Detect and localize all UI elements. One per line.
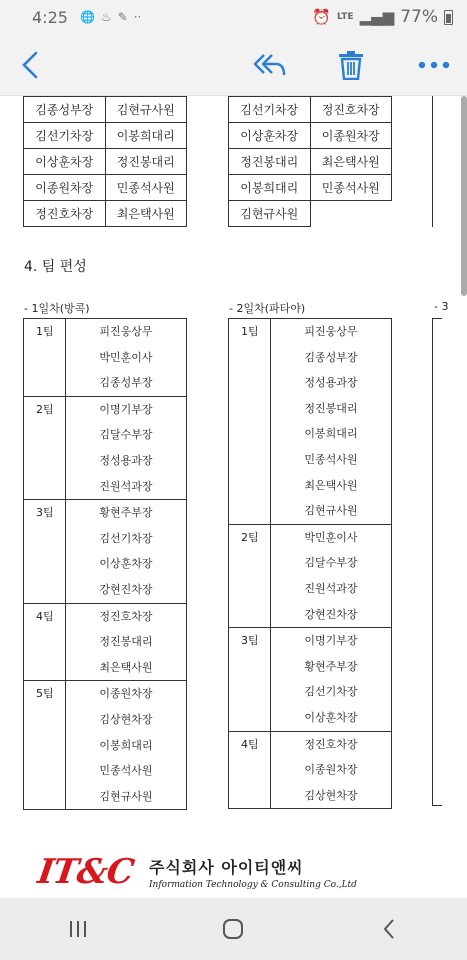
member: 정성용과장 xyxy=(304,376,358,390)
member: 최은택사원 xyxy=(304,478,358,492)
reply-all-button[interactable] xyxy=(252,48,288,82)
status-bar xyxy=(0,0,467,34)
signal-icon: ▂▄▆ xyxy=(359,8,395,26)
day3-team-table-partial xyxy=(432,318,442,806)
member: 정진봉대리 xyxy=(304,401,358,415)
member: 민종석사원 xyxy=(99,764,153,778)
day2-team-table xyxy=(228,318,392,809)
recent-apps-icon xyxy=(68,920,88,938)
table-cell: 민종석사원 xyxy=(105,175,187,201)
horizontal-scrollbar[interactable] xyxy=(461,96,467,296)
team-block xyxy=(24,499,186,602)
member: 박민훈이사 xyxy=(304,530,358,544)
system-back-button[interactable] xyxy=(359,909,419,949)
alarm-icon: ⏰ xyxy=(312,8,332,26)
member: 김상현차장 xyxy=(304,788,358,802)
member: 이봉희대리 xyxy=(99,738,153,752)
team-block xyxy=(229,627,391,730)
member: 정진호차장 xyxy=(304,737,358,751)
member: 피진웅상무 xyxy=(99,325,153,338)
team-name: 5팀 xyxy=(24,681,66,809)
table-cell: 정진봉대리 xyxy=(229,149,311,175)
team-name: 1팀 xyxy=(24,319,66,396)
member: 황현주부장 xyxy=(99,506,153,520)
top-table-right-partial xyxy=(432,96,442,227)
member: 황현주부장 xyxy=(304,659,358,673)
member: 정진봉대리 xyxy=(99,635,153,649)
table-cell: 이상훈차장 xyxy=(229,123,311,149)
company-logo xyxy=(35,852,357,892)
table-cell: 정진호차장 xyxy=(24,201,106,227)
member: 최은택사원 xyxy=(99,660,153,674)
more-icon xyxy=(418,60,450,70)
mail-toolbar xyxy=(0,34,467,96)
member: 김선기차장 xyxy=(99,531,153,545)
company-name-ko: 주식회사 아이티앤씨 xyxy=(148,857,304,877)
table-cell: 이상훈차장 xyxy=(24,149,106,175)
member: 김선기차장 xyxy=(304,685,358,699)
team-block xyxy=(229,524,391,627)
section-title: 4. 팀 편성 xyxy=(24,259,87,275)
member: 이명기부장 xyxy=(304,634,358,648)
notification-icon: ♨ xyxy=(100,10,112,24)
more-options-button[interactable] xyxy=(416,48,452,82)
chevron-left-icon xyxy=(382,918,396,940)
table-cell: 정진봉대리 xyxy=(105,149,187,175)
recent-apps-button[interactable] xyxy=(48,909,108,949)
member: 강현진차장 xyxy=(99,582,153,596)
member: 정성용과장 xyxy=(99,453,153,467)
team-block xyxy=(24,319,186,396)
back-button[interactable] xyxy=(12,48,48,82)
table-cell: 김선기차장 xyxy=(229,97,311,123)
chevron-left-icon xyxy=(20,50,40,80)
team-name: 3팀 xyxy=(24,500,66,602)
table-cell: 김선기차장 xyxy=(24,123,106,149)
battery-percent: 77% xyxy=(400,7,438,27)
member: 박민훈이사 xyxy=(99,350,153,364)
table-cell: 김종성부장 xyxy=(24,97,106,123)
delete-button[interactable] xyxy=(333,48,369,82)
battery-icon xyxy=(444,10,453,25)
table-cell: 이종원차장 xyxy=(310,123,392,149)
team-name: 4팀 xyxy=(24,604,66,681)
member: 김종성부장 xyxy=(304,350,358,364)
logo-mark: IT&C xyxy=(35,852,136,892)
day1-label: - 1일차(방콕) xyxy=(24,302,90,315)
day1-team-table xyxy=(23,318,187,810)
top-table-mid xyxy=(228,96,392,227)
team-block xyxy=(24,603,186,681)
team-name: 4팀 xyxy=(229,732,271,809)
member: 김상현차장 xyxy=(99,712,153,726)
team-name: 2팀 xyxy=(229,525,271,627)
table-cell: 김현규사원 xyxy=(229,201,311,227)
team-name: 3팀 xyxy=(229,628,271,730)
member: 이명기부장 xyxy=(99,402,153,416)
team-name: 1팀 xyxy=(229,319,271,524)
table-cell xyxy=(310,201,392,227)
team-block xyxy=(229,319,391,524)
member: 이종원차장 xyxy=(304,763,358,777)
trash-icon xyxy=(337,50,365,80)
globe-icon: 🌐 xyxy=(79,10,95,24)
table-cell: 정진호차장 xyxy=(310,97,392,123)
member: 진원석과장 xyxy=(304,581,358,595)
reply-all-icon xyxy=(252,51,288,79)
table-cell: 최은택사원 xyxy=(105,201,187,227)
team-block xyxy=(24,680,186,809)
table-cell: 이봉희대리 xyxy=(105,123,187,149)
top-table-left xyxy=(23,96,187,227)
day3-label: - 3 xyxy=(434,300,449,313)
member: 강현진차장 xyxy=(304,607,358,621)
system-navigation-bar xyxy=(0,898,467,960)
table-cell: 김현규사원 xyxy=(105,97,187,123)
email-body[interactable] xyxy=(0,96,467,898)
member: 진원석과장 xyxy=(99,479,153,493)
member: 김현규사원 xyxy=(304,504,358,518)
member: 김현규사원 xyxy=(99,789,153,803)
day2-label: - 2일차(파타야) xyxy=(229,302,306,315)
member: 김종성부장 xyxy=(99,376,153,390)
app-icon: ✎ xyxy=(117,10,128,24)
member: 김달수부장 xyxy=(304,556,358,570)
member: 이상훈차장 xyxy=(99,557,153,571)
member: 민종석사원 xyxy=(304,452,358,466)
company-name-en: Information Technology & Consulting Co.,Ltd xyxy=(148,879,357,890)
team-block xyxy=(229,731,391,809)
home-button[interactable] xyxy=(203,909,263,949)
member: 김달수부장 xyxy=(99,428,153,442)
member: 이상훈차장 xyxy=(304,710,358,724)
member: 이종원차장 xyxy=(99,687,153,701)
member: 이봉희대리 xyxy=(304,427,358,441)
table-cell: 이봉희대리 xyxy=(229,175,311,201)
table-cell: 이종원차장 xyxy=(24,175,106,201)
team-name: 2팀 xyxy=(24,397,66,499)
table-cell: 민종석사원 xyxy=(310,175,392,201)
member: 피진웅상무 xyxy=(304,325,358,338)
network-indicator: LTE xyxy=(337,11,354,22)
more-notifications-icon: ·· xyxy=(133,10,142,24)
status-time: 4:25 xyxy=(32,7,68,27)
member: 정진호차장 xyxy=(99,609,153,623)
team-block xyxy=(24,396,186,499)
home-icon xyxy=(221,917,245,941)
table-cell: 최은택사원 xyxy=(310,149,392,175)
